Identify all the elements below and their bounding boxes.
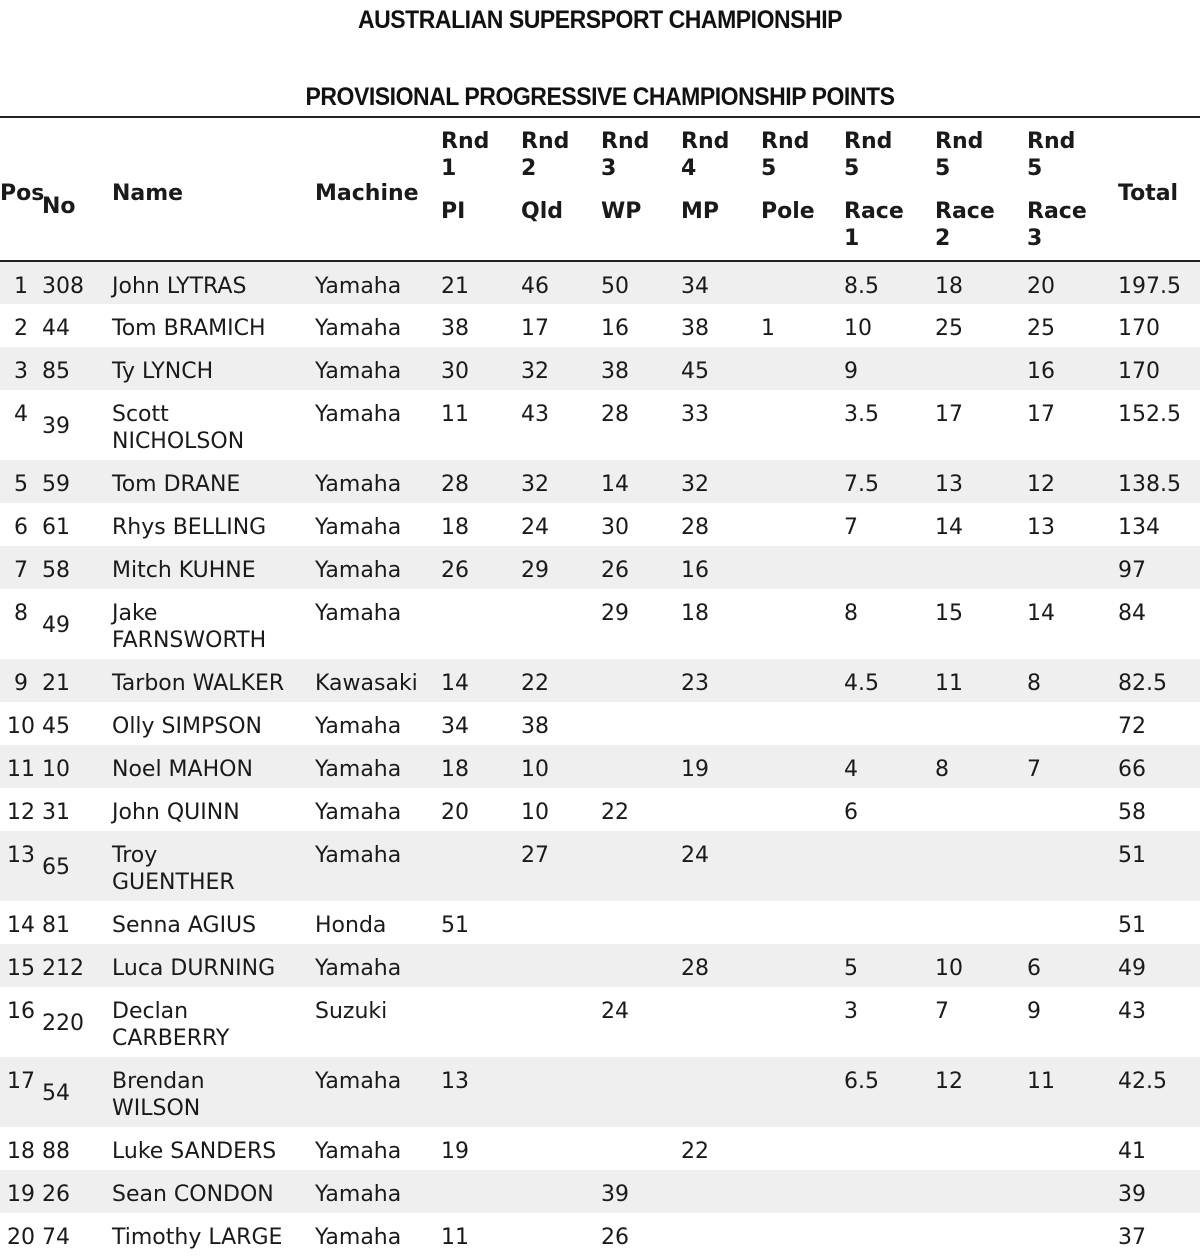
table-row [0,261,1200,304]
rnd2-points: 27 [521,843,549,868]
rnd5-race1-points: 8 [844,601,858,626]
rnd5-pole-points [761,1127,844,1170]
rnd5-race3-points [1027,831,1118,901]
rnd3-points [601,944,681,987]
rnd5-race2-points [935,901,1027,944]
rnd2-points: 32 [521,472,549,497]
rider-number: 39 [42,414,70,439]
rnd4-points: 38 [681,316,709,341]
pos-cell: 13 [7,843,35,868]
rnd3-points: 14 [601,472,629,497]
rnd5-race1-points [844,831,935,901]
rider-number: 59 [42,472,70,497]
machine-cell: Yamaha [315,359,402,384]
rnd5-race2-points: 25 [935,316,963,341]
rnd3-points [601,702,681,745]
header-rnd5-race2: Rnd 5 Race 2 [935,129,995,251]
rnd5-race1-points [844,901,935,944]
rnd5-race3-points: 7 [1027,757,1041,782]
rnd5-race3-points: 16 [1027,359,1055,384]
rnd1-points: 19 [441,1139,469,1164]
rnd5-race2-points: 10 [935,956,963,981]
rnd5-race1-points: 6 [844,800,858,825]
rider-number: 31 [42,800,70,825]
rnd1-points [441,944,521,987]
rnd3-points: 28 [601,402,629,427]
rnd1-points: 51 [441,913,469,938]
rnd3-points: 38 [601,359,629,384]
total-points: 152.5 [1118,402,1181,427]
rnd2-points [521,589,601,659]
rnd1-points [441,589,521,659]
total-points: 82.5 [1118,671,1167,696]
table-row [0,745,1200,788]
total-points: 84 [1118,601,1146,626]
machine-cell: Yamaha [315,1139,402,1164]
pos-cell: 6 [14,515,28,540]
rnd3-points: 39 [601,1182,629,1207]
page-title: AUSTRALIAN SUPERSPORT CHAMPIONSHIP [357,6,843,34]
rnd2-points: 32 [521,359,549,384]
rnd1-points: 11 [441,1225,469,1250]
machine-cell: Suzuki [315,999,388,1024]
total-points: 197.5 [1118,274,1181,299]
table-row [0,1170,1200,1213]
rnd1-points: 18 [441,515,469,540]
header-no: No [42,193,76,219]
table-row [0,659,1200,702]
machine-cell: Yamaha [315,515,402,540]
rider-name: Scott NICHOLSON [112,402,245,454]
rider-number: 220 [42,1011,84,1036]
pos-cell: 12 [7,800,35,825]
rnd5-race2-points [935,1170,1027,1213]
rnd5-pole-points [761,460,844,503]
rnd5-race1-points: 8.5 [844,274,879,299]
total-points: 49 [1118,956,1146,981]
pos-cell: 16 [7,999,35,1024]
pos-cell: 11 [7,757,35,782]
rnd5-race1-points [844,1170,935,1213]
table-row [0,304,1200,347]
pos-cell: 8 [14,601,28,626]
rnd1-points: 20 [441,800,469,825]
rnd2-points: 24 [521,515,549,540]
rnd3-points: 24 [601,999,629,1024]
rider-number: 49 [42,613,70,638]
rider-name: Sean CONDON [112,1182,274,1207]
rnd5-race1-points: 7.5 [844,472,879,497]
machine-cell: Yamaha [315,472,402,497]
header-machine: Machine [315,180,419,206]
machine-cell: Honda [315,913,387,938]
rider-number: 54 [42,1081,70,1106]
total-points: 39 [1118,1182,1146,1207]
rider-name: Ty LYNCH [112,359,214,384]
header-rnd1: Rnd 1 PI [441,129,490,224]
rnd4-points: 19 [681,757,709,782]
rnd1-points: 38 [441,316,469,341]
rnd2-points [521,987,601,1057]
table-row [0,901,1200,944]
pos-cell: 7 [14,558,28,583]
pos-cell: 14 [7,913,35,938]
rider-number: 308 [42,274,84,299]
pos-cell: 5 [14,472,28,497]
rnd4-points: 16 [681,558,709,583]
rnd3-points: 26 [601,1225,629,1250]
rnd5-race1-points: 9 [844,359,858,384]
rider-name: Timothy LARGE [112,1225,283,1250]
rider-name: Declan CARBERRY [112,999,230,1051]
rider-number: 61 [42,515,70,540]
rnd5-pole-points [761,503,844,546]
header-name: Name [112,180,184,206]
rider-number: 65 [42,855,70,880]
pos-cell: 15 [7,956,35,981]
rnd1-points: 28 [441,472,469,497]
rnd5-race1-points: 10 [844,316,872,341]
rnd1-points: 11 [441,402,469,427]
machine-cell: Yamaha [315,402,402,427]
rnd5-race3-points [1027,1127,1118,1170]
rnd3-points [601,745,681,788]
header-total: Total [1118,180,1179,206]
rnd5-race2-points: 12 [935,1069,963,1094]
rnd5-pole-points [761,347,844,390]
page-subtitle: PROVISIONAL PROGRESSIVE CHAMPIONSHIP POINTS [305,83,895,111]
pos-cell: 18 [7,1139,35,1164]
rnd5-race3-points: 9 [1027,999,1041,1024]
header-rnd5-race3: Rnd 5 Race 3 [1027,129,1087,251]
rider-name: Olly SIMPSON [112,714,262,739]
rnd5-race1-points: 4.5 [844,671,879,696]
table-row [0,788,1200,831]
rnd3-points [601,1127,681,1170]
rnd5-race1-points [844,1127,935,1170]
rnd5-race2-points: 18 [935,274,963,299]
rnd5-race1-points: 7 [844,515,858,540]
rnd3-points [601,901,681,944]
rnd5-pole-points [761,1213,844,1256]
rnd5-race3-points [1027,788,1118,831]
rider-number: 44 [42,316,70,341]
rnd2-points: 29 [521,558,549,583]
rnd1-points: 18 [441,757,469,782]
rnd5-race1-points [844,546,935,589]
total-points: 170 [1118,359,1160,384]
header-pos: Pos [0,180,45,206]
machine-cell: Yamaha [315,316,402,341]
rnd4-points: 28 [681,956,709,981]
header-rnd5-race1: Rnd 5 Race 1 [844,129,904,251]
rnd2-points [521,1127,601,1170]
pos-cell: 17 [7,1069,35,1094]
table-row [0,460,1200,503]
total-points: 72 [1118,714,1146,739]
rnd5-race2-points [935,546,1027,589]
rnd2-points: 43 [521,402,549,427]
rnd2-points: 17 [521,316,549,341]
machine-cell: Yamaha [315,1225,402,1250]
rnd5-pole-points: 1 [761,316,775,341]
rnd1-points: 30 [441,359,469,384]
header-rnd2: Rnd 2 Qld [521,129,570,224]
rnd5-race2-points: 14 [935,515,963,540]
rnd5-race3-points: 8 [1027,671,1041,696]
machine-cell: Yamaha [315,800,402,825]
rnd4-points: 33 [681,402,709,427]
total-points: 66 [1118,757,1146,782]
rnd1-points: 14 [441,671,469,696]
pos-cell: 10 [7,714,35,739]
rnd4-points: 22 [681,1139,709,1164]
rnd5-race3-points: 11 [1027,1069,1055,1094]
rnd5-race2-points: 7 [935,999,949,1024]
rnd2-points: 46 [521,274,549,299]
championship-points-table [0,116,1200,1256]
rider-number: 81 [42,913,70,938]
rider-name: John LYTRAS [112,274,247,299]
total-points: 51 [1118,843,1146,868]
table-row [0,390,1200,460]
machine-cell: Yamaha [315,1182,402,1207]
rnd5-race3-points: 14 [1027,601,1055,626]
rnd5-race2-points: 8 [935,757,949,782]
rider-name: Mitch KUHNE [112,558,256,583]
rnd5-race3-points [1027,1213,1118,1256]
rider-number: 88 [42,1139,70,1164]
rnd4-points: 32 [681,472,709,497]
pos-cell: 4 [14,402,28,427]
machine-cell: Yamaha [315,956,402,981]
rnd2-points [521,1170,601,1213]
rnd5-pole-points [761,546,844,589]
rnd2-points [521,944,601,987]
rnd5-race3-points [1027,1170,1118,1213]
rnd4-points: 18 [681,601,709,626]
rnd5-race3-points: 13 [1027,515,1055,540]
table-row [0,503,1200,546]
total-points: 134 [1118,515,1160,540]
table-row [0,1213,1200,1256]
rnd5-race2-points [935,702,1027,745]
pos-cell: 9 [14,671,28,696]
rnd4-points [681,1057,761,1127]
rnd1-points: 34 [441,714,469,739]
machine-cell: Yamaha [315,1069,402,1094]
rnd2-points: 38 [521,714,549,739]
rnd5-race3-points [1027,702,1118,745]
total-points: 37 [1118,1225,1146,1250]
rnd5-pole-points [761,261,844,304]
rnd2-points [521,1057,601,1127]
rider-name: Rhys BELLING [112,515,267,540]
rnd4-points: 45 [681,359,709,384]
rnd5-race2-points [935,1127,1027,1170]
rnd5-pole-points [761,944,844,987]
rnd3-points: 22 [601,800,629,825]
rnd2-points [521,901,601,944]
rnd5-race2-points: 17 [935,402,963,427]
machine-cell: Yamaha [315,714,402,739]
rider-name: Jake FARNSWORTH [112,601,267,653]
rider-name: Luca DURNING [112,956,276,981]
total-points: 58 [1118,800,1146,825]
rnd5-race1-points: 3 [844,999,858,1024]
rider-number: 26 [42,1182,70,1207]
rnd3-points: 50 [601,274,629,299]
total-points: 41 [1118,1139,1146,1164]
pos-cell: 3 [14,359,28,384]
machine-cell: Yamaha [315,558,402,583]
rider-name: Senna AGIUS [112,913,257,938]
rnd5-pole-points [761,831,844,901]
rnd2-points: 10 [521,757,549,782]
rnd5-race3-points: 17 [1027,402,1055,427]
table-row [0,1127,1200,1170]
machine-cell: Kawasaki [315,671,418,696]
rnd5-race3-points [1027,546,1118,589]
rnd3-points: 29 [601,601,629,626]
header-rnd3: Rnd 3 WP [601,129,650,224]
rnd5-race3-points: 12 [1027,472,1055,497]
rnd3-points [601,659,681,702]
rnd5-race1-points: 3.5 [844,402,879,427]
machine-cell: Yamaha [315,843,402,868]
rnd2-points: 22 [521,671,549,696]
total-points: 42.5 [1118,1069,1167,1094]
rnd5-pole-points [761,901,844,944]
rider-name: Troy GUENTHER [112,843,235,895]
rnd5-pole-points [761,1170,844,1213]
rider-number: 85 [42,359,70,384]
table-row [0,702,1200,745]
rnd5-pole-points [761,659,844,702]
rnd4-points: 28 [681,515,709,540]
total-points: 97 [1118,558,1146,583]
rnd5-race2-points [935,788,1027,831]
rnd5-race1-points: 5 [844,956,858,981]
rnd5-race1-points [844,1213,935,1256]
rnd1-points: 13 [441,1069,469,1094]
rnd5-race1-points: 4 [844,757,858,782]
rnd1-points: 21 [441,274,469,299]
rnd5-pole-points [761,702,844,745]
rnd1-points: 26 [441,558,469,583]
rnd4-points [681,702,761,745]
rnd5-race1-points [844,702,935,745]
rnd3-points: 16 [601,316,629,341]
rnd5-race3-points: 20 [1027,274,1055,299]
rnd4-points: 34 [681,274,709,299]
rnd5-race2-points: 13 [935,472,963,497]
rider-number: 45 [42,714,70,739]
rnd5-race3-points: 25 [1027,316,1055,341]
pos-cell: 2 [14,316,28,341]
rider-name: Luke SANDERS [112,1139,277,1164]
rnd4-points: 24 [681,843,709,868]
table-header-row [0,117,1200,261]
machine-cell: Yamaha [315,601,402,626]
machine-cell: Yamaha [315,274,402,299]
rider-number: 21 [42,671,70,696]
rnd5-race1-points: 6.5 [844,1069,879,1094]
rnd5-pole-points [761,589,844,659]
table-row [0,589,1200,659]
rnd2-points: 10 [521,800,549,825]
rider-number: 74 [42,1225,70,1250]
rnd3-points [601,831,681,901]
rnd5-race3-points: 6 [1027,956,1041,981]
rnd4-points [681,987,761,1057]
table-row [0,831,1200,901]
rider-name: Brendan WILSON [112,1069,205,1121]
rnd2-points [521,1213,601,1256]
rnd5-pole-points [761,987,844,1057]
table-row [0,546,1200,589]
rnd1-points [441,1170,521,1213]
header-rnd4: Rnd 4 MP [681,129,730,224]
rnd5-race2-points [935,347,1027,390]
rnd1-points [441,831,521,901]
rider-number: 212 [42,956,84,981]
rnd5-race2-points: 15 [935,601,963,626]
rnd5-pole-points [761,1057,844,1127]
rider-name: Tom BRAMICH [112,316,266,341]
total-points: 138.5 [1118,472,1181,497]
rnd5-pole-points [761,745,844,788]
rider-name: Noel MAHON [112,757,253,782]
total-points: 51 [1118,913,1146,938]
table-row [0,987,1200,1057]
rnd3-points: 26 [601,558,629,583]
rider-name: Tom DRANE [112,472,241,497]
rnd4-points [681,1170,761,1213]
table-row [0,944,1200,987]
rnd5-race2-points [935,1213,1027,1256]
pos-cell: 19 [7,1182,35,1207]
machine-cell: Yamaha [315,757,402,782]
rider-number: 10 [42,757,70,782]
rnd3-points: 30 [601,515,629,540]
rnd5-pole-points [761,788,844,831]
rnd5-race2-points: 11 [935,671,963,696]
rnd5-pole-points [761,390,844,460]
rider-name: John QUINN [112,800,240,825]
rnd4-points [681,901,761,944]
total-points: 170 [1118,316,1160,341]
pos-cell: 20 [7,1225,35,1250]
rnd1-points [441,987,521,1057]
rnd3-points [601,1057,681,1127]
total-points: 43 [1118,999,1146,1024]
header-rnd5-pole: Rnd 5 Pole [761,129,815,224]
rnd4-points [681,788,761,831]
rnd5-race3-points [1027,901,1118,944]
rider-name: Tarbon WALKER [112,671,285,696]
rnd5-race2-points [935,831,1027,901]
rider-number: 58 [42,558,70,583]
table-row [0,1057,1200,1127]
table-row [0,347,1200,390]
rnd4-points [681,1213,761,1256]
rnd4-points: 23 [681,671,709,696]
pos-cell: 1 [14,274,28,299]
